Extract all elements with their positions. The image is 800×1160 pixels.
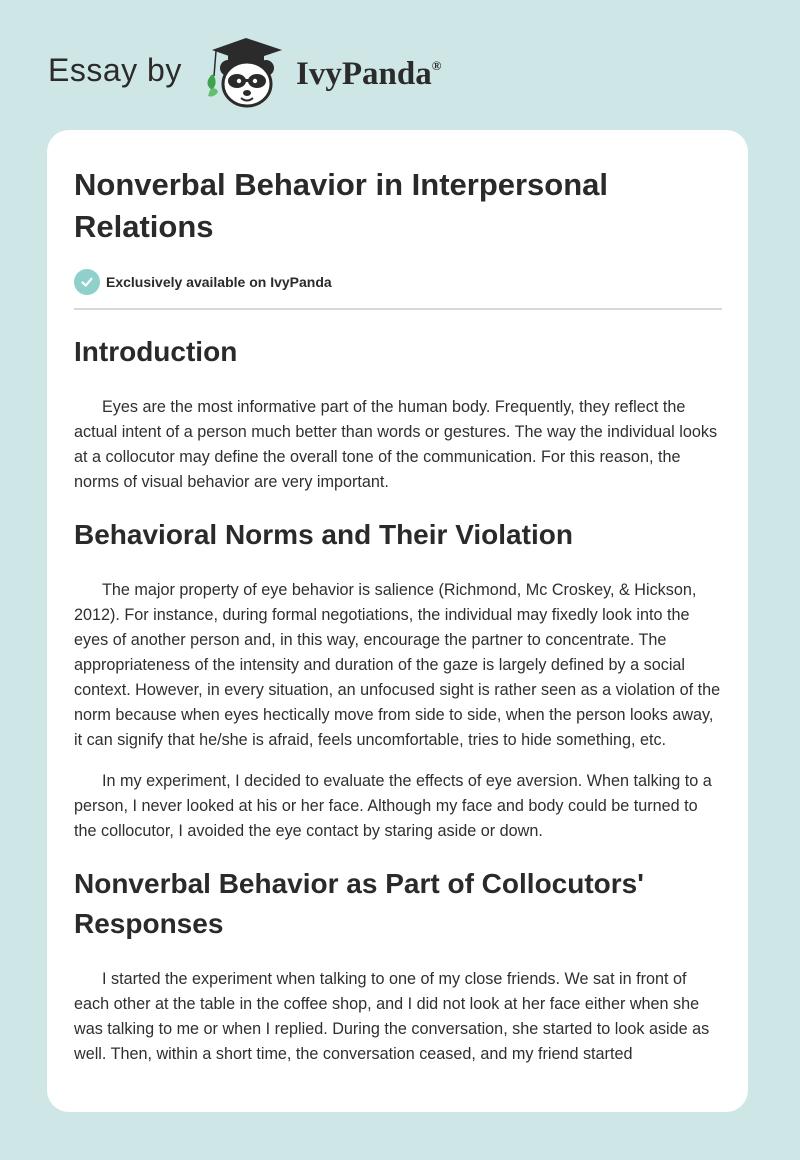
exclusive-badge-text: Exclusively available on IvyPanda	[106, 274, 332, 290]
check-icon	[74, 269, 100, 295]
divider	[74, 308, 722, 310]
exclusive-badge	[74, 268, 722, 296]
site-header	[0, 0, 800, 130]
registered-mark: ®	[431, 58, 442, 73]
page-title: Nonverbal Behavior in Interpersonal Relations	[74, 167, 609, 244]
paragraph: Eyes are the most informative part of the human body. Frequently, they reflect the actual intent of a person much better than words or gestures. The way the individual looks at a collocutor may define the overall tone of the communication. For this reason, the norms of visual behavior are very important.	[74, 398, 718, 491]
panda-graduate-icon[interactable]	[200, 34, 292, 110]
essay-by-label: Essay by	[48, 52, 182, 88]
section-heading-behavioral-norms: Behavioral Norms and Their Violation	[74, 519, 573, 550]
brand-text: IvyPanda	[296, 56, 432, 92]
paragraph: I started the experiment when talking to one of my close friends. We sat in front of each other at the table in the coffee shop, and I did not look at her face either when she was talking to me or when I replied. During the conversation, she started to look aside as well. Then, within a short time, the conversation ceased, and my friend started	[74, 970, 710, 1063]
essay-content	[74, 164, 722, 1067]
paragraph: The major property of eye behavior is salience (Richmond, Mc Croskey, & Hickson, 2012). For instance, during formal negotiations, the individual may fixedly look into the eyes of another person and, in this way, encourage the partner to concentrate. The appropriateness of the intensity and duration of the gaze is largely defined by a social context. However, in every situation, an unfocused sight is rather seen as a violation of the norm because when eyes hectically move from side to side, when the person looks away, it can signify that he/she is afraid, feels uncomfortable, tries to hide something, etc.	[74, 581, 721, 749]
essay-card	[47, 130, 748, 1112]
section-heading-introduction: Introduction	[74, 336, 238, 367]
section-heading-collocutors-responses: Nonverbal Behavior as Part of Collocutors' Responses	[74, 868, 644, 939]
brand-name[interactable]	[296, 56, 441, 93]
paragraph: In my experiment, I decided to evaluate the effects of eye aversion. When talking to a person, I never looked at his or her face. Although my face and body could be turned to the collocutor, I avoided the eye contact by staring aside or down.	[74, 772, 712, 840]
